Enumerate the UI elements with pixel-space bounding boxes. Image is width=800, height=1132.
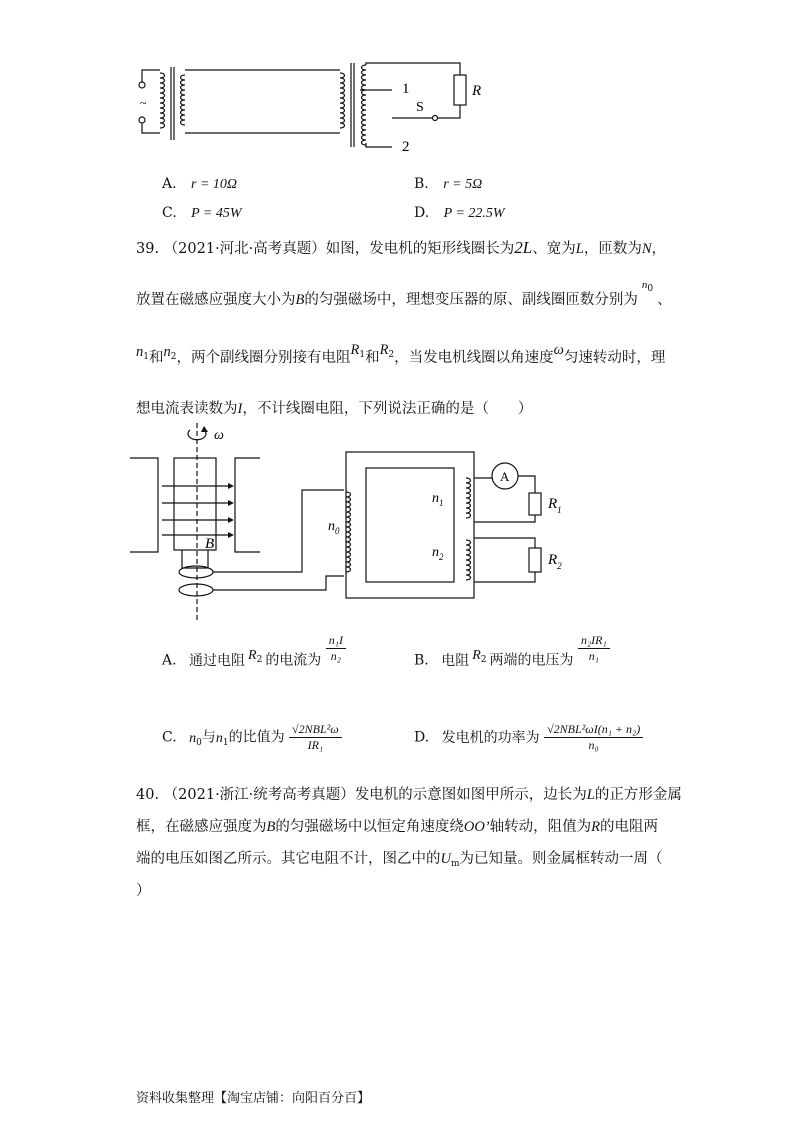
text: 的正方形金属	[594, 787, 682, 803]
text: ，	[651, 241, 667, 257]
text: 、宽为	[532, 241, 576, 257]
math: L	[586, 787, 595, 803]
q39-option-b[interactable]	[414, 633, 610, 676]
option-text: r = 10Ω	[191, 177, 238, 192]
option-letter: C.	[162, 205, 177, 221]
q39-line-3	[136, 342, 666, 368]
text: （2021·浙江·统考高考真题）发电机的示意图如图甲所示，边长为	[163, 787, 587, 803]
math: 1	[359, 350, 366, 360]
text: （2021·河北·高考真题）如图，发电机的矩形线圈长为	[163, 241, 515, 257]
math: n	[641, 279, 648, 291]
fraction	[578, 633, 610, 664]
option-text: P = 22.5W	[443, 206, 505, 221]
math: 2	[256, 654, 263, 665]
math: B	[266, 819, 276, 835]
math: 2	[480, 654, 487, 665]
math: U	[440, 851, 451, 867]
fraction	[289, 722, 342, 753]
denominator: n₂	[330, 649, 341, 663]
text: 匀速转动时，理	[563, 350, 666, 366]
math: 2L	[514, 238, 533, 257]
text: ）	[136, 883, 151, 899]
option-letter: A.	[162, 652, 177, 669]
terminal-1-label: 1	[402, 81, 410, 97]
option-text: P = 45W	[191, 206, 242, 221]
option-text: 与	[201, 729, 216, 746]
n0-label: $n_0$	[328, 519, 340, 536]
r2-label: $R_2$	[548, 552, 562, 571]
option-letter: D.	[414, 729, 430, 746]
option-text: 通过电阻	[189, 652, 246, 669]
text: 放置在磁感应强度大小为	[136, 292, 296, 308]
math: ω	[553, 342, 564, 358]
denominator: IR₁	[307, 738, 324, 752]
math: I	[237, 401, 243, 417]
math: N	[641, 241, 652, 257]
text: 为已知量。则金属框转动一周（	[459, 851, 663, 867]
q38-option-d[interactable]	[414, 205, 505, 222]
denominator: n₁	[588, 649, 599, 663]
text: 轴转动，阻值为	[489, 819, 592, 835]
option-text: 发电机的功率为	[441, 729, 540, 746]
math: R	[591, 819, 600, 835]
option-text: 的比值为	[228, 729, 285, 746]
math: 0	[647, 284, 654, 294]
math: 2	[388, 350, 395, 360]
transformer-circuit-figure	[130, 55, 490, 160]
q40-line-1	[136, 783, 682, 804]
field-b-label: B	[205, 536, 215, 552]
math: R	[379, 342, 389, 358]
q39-option-a[interactable]	[162, 633, 346, 676]
math: m	[450, 859, 460, 869]
text: ，匝数为	[583, 241, 642, 257]
q38-option-a[interactable]	[162, 176, 237, 193]
q39-line-4	[136, 397, 532, 418]
switch-label: S	[416, 100, 424, 115]
ac-source-symbol: ~	[140, 96, 147, 110]
math: R	[472, 647, 481, 663]
text: 和	[365, 350, 380, 366]
math: R	[248, 647, 257, 663]
q39-option-c[interactable]	[162, 722, 342, 753]
terminal-2-label: 2	[402, 139, 410, 155]
numerator: n₁I	[326, 633, 346, 649]
option-text: 两端的电压为	[489, 652, 574, 669]
option-text: r = 5Ω	[443, 177, 483, 192]
math: n	[189, 730, 197, 746]
math: n	[136, 344, 144, 360]
q38-option-c[interactable]	[162, 205, 242, 222]
ammeter-label: A	[500, 469, 510, 484]
option-text: 电阻	[441, 652, 470, 669]
option-letter: C.	[162, 729, 177, 746]
option-letter: D.	[414, 205, 430, 221]
q39-line-2	[136, 279, 672, 310]
text: 、	[657, 292, 672, 308]
text: 的匀强磁场中以恒定角速度绕	[275, 819, 464, 835]
question-number: 39.	[136, 241, 160, 257]
q39-line-1	[136, 237, 666, 258]
text: ，不计线圈电阻，下列说法正确的是（ ）	[242, 401, 533, 417]
n1-label: $n_1$	[432, 491, 444, 508]
resistor-label: R	[472, 83, 482, 99]
page-footer: 资料收集整理【淘宝店铺：向阳百分百】	[136, 1091, 371, 1106]
r1-label: $R_1$	[548, 496, 562, 515]
denominator: n₀	[588, 738, 599, 752]
q39-option-d[interactable]	[414, 722, 643, 753]
generator-transformer-figure	[130, 420, 580, 625]
text: 和	[148, 350, 164, 366]
text: 端的电压如图乙所示。其它电阻不计，图乙中的	[136, 851, 441, 867]
option-letter: A.	[162, 176, 177, 192]
option-letter: B.	[414, 652, 429, 669]
omega-label: ω	[214, 428, 224, 443]
text: ，两个副线圈分别接有电阻	[176, 350, 351, 366]
question-number: 40.	[136, 787, 160, 803]
numerator: n₂IR₁	[578, 633, 610, 649]
q38-option-b[interactable]	[414, 176, 482, 193]
text: 的匀强磁场中，理想变压器的原、副线圈匝数分别为	[304, 292, 638, 308]
q40-line-2	[136, 815, 658, 836]
math: OO’	[463, 819, 490, 835]
math: L	[575, 241, 584, 257]
fraction	[544, 722, 643, 753]
math: 0	[196, 737, 202, 748]
text: 框，在磁感应强度为	[136, 819, 267, 835]
math: B	[295, 292, 305, 308]
text: 的电阻两	[600, 819, 658, 835]
option-letter: B.	[414, 176, 429, 192]
math: 1	[222, 737, 229, 748]
math: n	[215, 730, 223, 746]
numerator: √2NBL²ω	[289, 722, 342, 738]
math: 1	[143, 352, 149, 362]
numerator: √2NBL²ωI(n₁ + n₂)	[544, 722, 643, 738]
n2-label: $n_2$	[432, 545, 444, 562]
option-text: 的电流为	[265, 652, 322, 669]
q40-line-3	[136, 847, 663, 869]
q40-line-4	[136, 879, 151, 900]
fraction	[326, 633, 346, 664]
text: ，当发电机线圈以角速度	[394, 350, 554, 366]
text: 想电流表读数为	[136, 401, 238, 417]
math: 2	[170, 352, 177, 362]
math: n	[163, 344, 171, 360]
math: R	[350, 342, 360, 358]
